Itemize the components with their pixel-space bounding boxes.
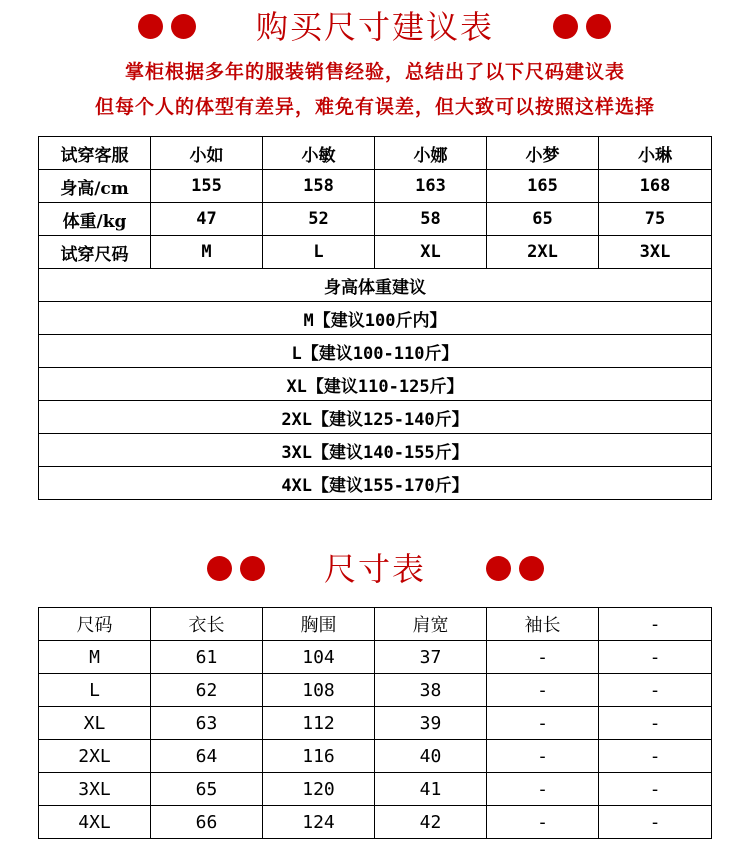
red-dot-icon [138, 14, 163, 39]
table-cell: - [599, 806, 712, 839]
advice-row [39, 302, 712, 335]
table-row [39, 773, 712, 806]
table-cell: - [599, 740, 712, 773]
table-cell: XL [39, 707, 151, 740]
table-cell: 体重/kg [39, 203, 151, 236]
table-cell: 66 [151, 806, 263, 839]
table-cell: 61 [151, 641, 263, 674]
table-cell: 64 [151, 740, 263, 773]
table-cell: - [487, 773, 599, 806]
table-cell: M [151, 236, 263, 269]
table-cell: 65 [487, 203, 599, 236]
advice-cell: XL【建议110-125斤】 [39, 368, 712, 401]
table-cell: 47 [151, 203, 263, 236]
page-title: 购买尺寸建议表 [255, 8, 494, 46]
advice-cell: M【建议100斤内】 [39, 302, 712, 335]
table-cell: - [487, 740, 599, 773]
section-title-row [39, 269, 712, 302]
table-cell: - [599, 773, 712, 806]
advice-row [39, 368, 712, 401]
advice-row [39, 401, 712, 434]
table-cell: XL [375, 236, 487, 269]
advice-cell: L【建议100-110斤】 [39, 335, 712, 368]
intro-line-2: 但每个人的体型有差异，难免有误差，但大致可以按照这样选择 [94, 96, 655, 118]
table-header-cell: 小琳 [599, 137, 712, 170]
red-dot-icon [240, 556, 265, 581]
table-header-cell: - [599, 608, 712, 641]
advice-cell: 4XL【建议155-170斤】 [39, 467, 712, 500]
table-header-cell: 胸围 [263, 608, 375, 641]
table-row [39, 707, 712, 740]
table-cell: 112 [263, 707, 375, 740]
size-suggestion-table [38, 136, 712, 500]
size-chart-title: 尺寸表 [323, 550, 426, 588]
red-dot-icon [519, 556, 544, 581]
table-row [39, 806, 712, 839]
table-header-cell: 试穿客服 [39, 137, 151, 170]
advice-row [39, 467, 712, 500]
table-row [39, 674, 712, 707]
table-cell: 38 [375, 674, 487, 707]
intro-line-1: 掌柜根据多年的服装销售经验，总结出了以下尺码建议表 [124, 61, 625, 83]
table-cell: 165 [487, 170, 599, 203]
table-row [39, 170, 712, 203]
table-cell: 42 [375, 806, 487, 839]
table-cell: 41 [375, 773, 487, 806]
table-cell: 158 [263, 170, 375, 203]
section-title: 身高体重建议 [39, 269, 712, 302]
red-dot-icon [207, 556, 232, 581]
table-header-cell: 小如 [151, 137, 263, 170]
table-row [39, 740, 712, 773]
table-cell: 155 [151, 170, 263, 203]
red-dot-icon [486, 556, 511, 581]
advice-row [39, 434, 712, 467]
table-cell: 75 [599, 203, 712, 236]
table-header-cell: 尺码 [39, 608, 151, 641]
table-cell: 52 [263, 203, 375, 236]
table-header-row [39, 137, 712, 170]
table-cell: 2XL [487, 236, 599, 269]
table-header-cell: 衣长 [151, 608, 263, 641]
table-header-cell: 小娜 [375, 137, 487, 170]
table-cell: 2XL [39, 740, 151, 773]
table-cell: 37 [375, 641, 487, 674]
table-cell: - [487, 674, 599, 707]
red-dot-icon [586, 14, 611, 39]
table-header-cell: 小敏 [263, 137, 375, 170]
advice-cell: 2XL【建议125-140斤】 [39, 401, 712, 434]
table-cell: - [599, 674, 712, 707]
red-dot-icon [553, 14, 578, 39]
table-cell: 65 [151, 773, 263, 806]
table-header-cell: 小梦 [487, 137, 599, 170]
table-cell: L [39, 674, 151, 707]
table-cell: - [487, 806, 599, 839]
table-cell: 3XL [39, 773, 151, 806]
red-dot-icon [171, 14, 196, 39]
table-cell: 120 [263, 773, 375, 806]
table-cell: 身高/cm [39, 170, 151, 203]
table-cell: 124 [263, 806, 375, 839]
table-header-cell: 袖长 [487, 608, 599, 641]
table-cell: L [263, 236, 375, 269]
table-cell: - [487, 641, 599, 674]
table-cell: - [599, 707, 712, 740]
table-cell: 试穿尺码 [39, 236, 151, 269]
size-chart-table [38, 607, 712, 839]
table-header-row [39, 608, 712, 641]
table-cell: 3XL [599, 236, 712, 269]
table-cell: 108 [263, 674, 375, 707]
advice-row [39, 335, 712, 368]
table-row [39, 203, 712, 236]
table-cell: - [487, 707, 599, 740]
table-cell: 163 [375, 170, 487, 203]
table-cell: 168 [599, 170, 712, 203]
table-cell: 39 [375, 707, 487, 740]
advice-cell: 3XL【建议140-155斤】 [39, 434, 712, 467]
table-row [39, 641, 712, 674]
table-cell: 62 [151, 674, 263, 707]
table-cell: 116 [263, 740, 375, 773]
table-cell: 104 [263, 641, 375, 674]
table-cell: - [599, 641, 712, 674]
table-cell: 63 [151, 707, 263, 740]
table-cell: 58 [375, 203, 487, 236]
table-cell: M [39, 641, 151, 674]
table-row [39, 236, 712, 269]
table-cell: 4XL [39, 806, 151, 839]
table-cell: 40 [375, 740, 487, 773]
table-header-cell: 肩宽 [375, 608, 487, 641]
